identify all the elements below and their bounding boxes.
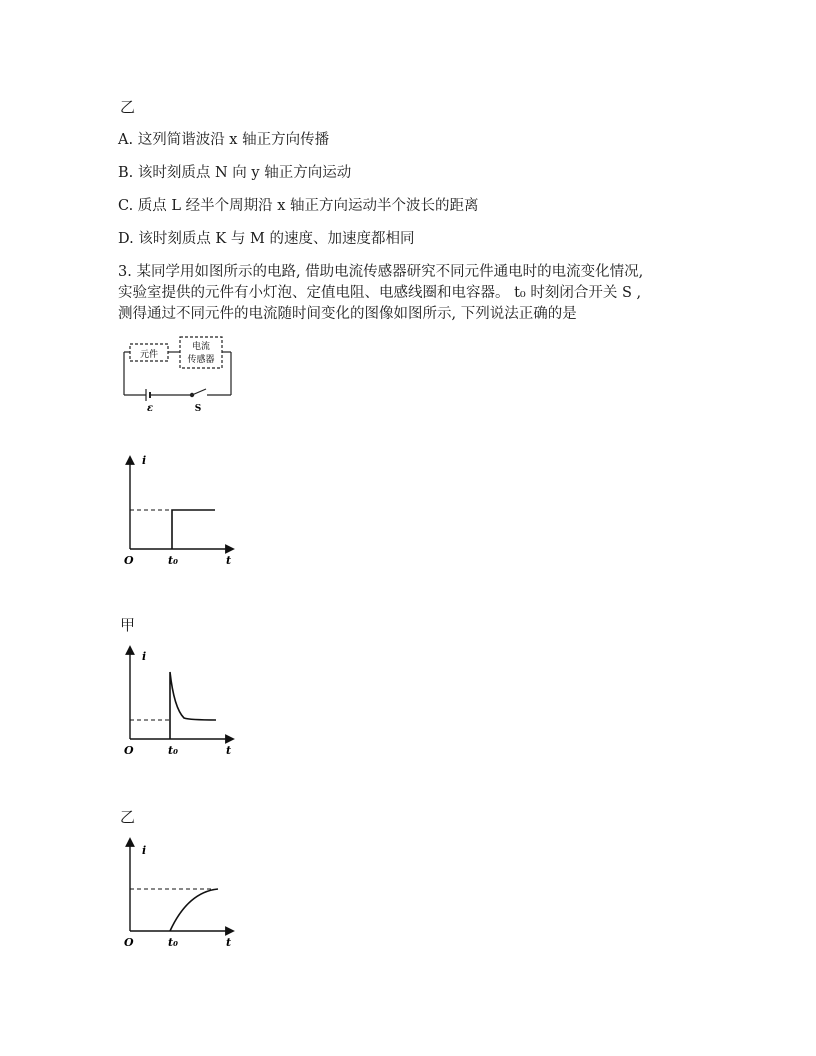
switch-label: S (194, 404, 202, 413)
option-a: A. 这列简谐波沿 x 轴正方向传播 (118, 132, 330, 148)
sensor-label-1: 电流 (191, 342, 211, 352)
origin-label: O (124, 554, 134, 567)
current-curve (170, 889, 218, 931)
current-curve (170, 672, 216, 739)
circuit-diagram (110, 333, 240, 413)
emf-label: ε (146, 403, 154, 413)
switch-lever (192, 389, 206, 395)
y-axis-label: i (142, 454, 147, 467)
caption-jia: 甲 (120, 616, 136, 634)
option-d: D. 该时刻质点 K 与 M 的速度、加速度都相同 (118, 231, 415, 247)
element-label: 元件 (139, 350, 159, 360)
question-3-line-3: 测得通过不同元件的电流随时间变化的图像如图所示, 下列说法正确的是 (118, 306, 577, 322)
origin-label: O (124, 744, 134, 757)
t0-label: t₀ (168, 936, 178, 949)
option-b: B. 该时刻质点 N 向 y 轴正方向运动 (118, 165, 352, 181)
option-c: C. 质点 L 经半个周期沿 x 轴正方向运动半个波长的距离 (118, 198, 479, 214)
question-3-line-2: 实验室提供的元件有小灯泡、定值电阻、电感线圈和电容器。 t₀ 时刻闭合开关 S , (118, 285, 642, 301)
origin-label: O (124, 936, 134, 949)
question-3-line-1: 3. 某同学用如图所示的电路, 借助电流传感器研究不同元件通电时的电流变化情况, (118, 264, 644, 280)
sensor-label-2: 传感器 (187, 355, 215, 365)
caption-yi: 乙 (120, 808, 136, 826)
t0-label: t₀ (168, 554, 178, 567)
t0-label: t₀ (168, 744, 178, 757)
y-axis-label: i (142, 844, 147, 857)
top-label: 乙 (120, 98, 136, 116)
graph-rising (110, 832, 250, 952)
x-axis-label: t (226, 554, 232, 567)
graph-spike-decay (110, 640, 250, 760)
current-curve (172, 510, 215, 549)
y-axis-label: i (142, 650, 147, 663)
x-axis-label: t (226, 936, 232, 949)
x-axis-label: t (226, 744, 232, 757)
graph-step (110, 450, 250, 570)
